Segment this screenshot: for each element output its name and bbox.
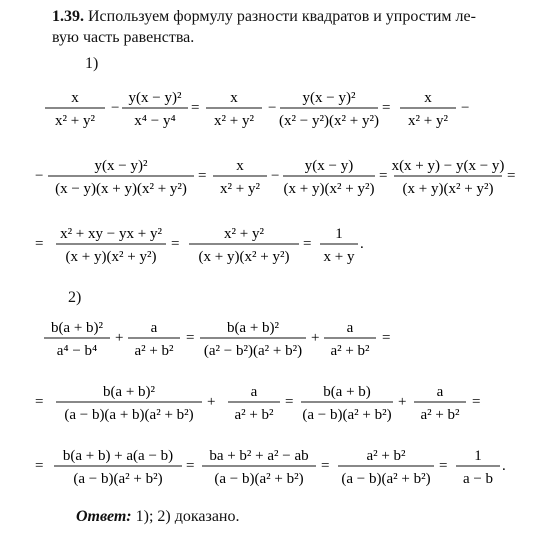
- fraction: [44, 320, 110, 359]
- denominator: (x + y)(x² + y²): [198, 249, 290, 265]
- numerator: x: [424, 90, 432, 106]
- denominator: x² + y²: [214, 113, 254, 129]
- fraction: [279, 90, 379, 129]
- fraction: [392, 158, 505, 197]
- svg-text:=: =: [472, 394, 481, 410]
- numerator: 1: [335, 226, 343, 242]
- fraction: [56, 226, 166, 265]
- fraction: [456, 448, 500, 487]
- fraction: [400, 90, 456, 129]
- denominator: (a² − b²)(a² + b²): [203, 343, 303, 359]
- numerator: x² + y²: [224, 226, 264, 242]
- fraction: [228, 384, 280, 423]
- denominator: x⁴ − y⁴: [134, 113, 176, 129]
- answer-text: 1); 2) доказано.: [135, 508, 240, 525]
- denominator: a² + b²: [134, 343, 174, 359]
- denominator: (a − b)(a² + b²): [341, 471, 431, 487]
- numerator: a: [346, 320, 354, 336]
- numerator: b(a + b)²: [102, 384, 156, 400]
- fraction: [301, 384, 393, 423]
- problem-intro-text: Используем формулу разности квадратов и упростим ле-: [88, 8, 476, 25]
- denominator: a² + b²: [420, 407, 460, 423]
- answer-label: Ответ:: [76, 508, 132, 525]
- numerator: x² + xy − yx + y²: [60, 226, 162, 242]
- svg-text:+: +: [207, 394, 216, 410]
- part1-equation-row1: [0, 82, 550, 134]
- fraction: [128, 320, 180, 359]
- numerator: ba + b² + a² − ab: [209, 448, 309, 464]
- denominator: (a − b)(a² + b²): [214, 471, 304, 487]
- svg-text:−: −: [111, 100, 120, 116]
- svg-text:=: =: [35, 458, 44, 474]
- denominator: a² + b²: [330, 343, 370, 359]
- fraction: [54, 448, 182, 487]
- numerator: a: [150, 320, 158, 336]
- numerator: b(a + b) + a(a − b): [62, 448, 174, 464]
- problem-number: 1.39.: [52, 8, 84, 25]
- numerator: x: [236, 158, 244, 174]
- fraction: [122, 90, 188, 129]
- svg-text:=: =: [198, 168, 207, 184]
- denominator: x² + y²: [408, 113, 448, 129]
- svg-text:=: =: [171, 236, 180, 252]
- svg-text:=: =: [35, 394, 44, 410]
- part1-equation-row2: [0, 150, 550, 202]
- svg-text:−: −: [35, 168, 44, 184]
- denominator: x² + y²: [220, 181, 260, 197]
- fraction: [213, 158, 267, 197]
- svg-text:=: =: [382, 100, 391, 116]
- svg-text:=: =: [382, 330, 391, 346]
- fraction: [324, 320, 376, 359]
- numerator: a² + b²: [366, 448, 406, 464]
- part1-equation-row3: [0, 218, 550, 270]
- numerator: x: [230, 90, 238, 106]
- svg-text:+: +: [398, 394, 407, 410]
- svg-text:=: =: [507, 168, 516, 184]
- fraction: [283, 158, 375, 197]
- fraction: [206, 90, 262, 129]
- numerator: y(x − y)²: [94, 158, 148, 174]
- numerator: y(x − y)²: [128, 90, 182, 106]
- part2-label: 2): [68, 289, 82, 306]
- denominator: a⁴ − b⁴: [56, 343, 98, 359]
- denominator: (x + y)(x² + y²): [65, 249, 157, 265]
- part2-equation-row3: [0, 440, 550, 492]
- problem-intro-line1: [52, 8, 476, 26]
- numerator: y(x − y)²: [302, 90, 356, 106]
- fraction: [338, 448, 434, 487]
- svg-text:=: =: [35, 236, 44, 252]
- fraction: [414, 384, 466, 423]
- denominator: (x + y)(x² + y²): [283, 181, 375, 197]
- denominator: a² + b²: [234, 407, 274, 423]
- numerator: a: [436, 384, 444, 400]
- svg-text:=: =: [321, 458, 330, 474]
- numerator: b(a + b)²: [226, 320, 280, 336]
- denominator: x² + y²: [55, 113, 95, 129]
- answer-line: [76, 508, 239, 526]
- svg-text:.: .: [502, 458, 506, 474]
- svg-text:=: =: [303, 236, 312, 252]
- svg-text:=: =: [186, 330, 195, 346]
- numerator: y(x − y): [304, 158, 354, 174]
- svg-text:=: =: [285, 394, 294, 410]
- svg-text:=: =: [379, 168, 388, 184]
- numerator: a: [250, 384, 258, 400]
- numerator: x: [71, 90, 79, 106]
- svg-text:−: −: [268, 100, 277, 116]
- fraction: [189, 226, 299, 265]
- svg-text:−: −: [461, 100, 470, 116]
- fraction: [200, 320, 306, 359]
- denominator: (a − b)(a² + b²): [73, 471, 163, 487]
- part2-equation-row1: [0, 312, 550, 364]
- denominator: (x² − y²)(x² + y²): [279, 113, 379, 129]
- fraction: [56, 384, 202, 423]
- numerator: b(a + b)²: [50, 320, 104, 336]
- part2-equation-row2: [0, 376, 550, 428]
- svg-text:=: =: [191, 100, 200, 116]
- fraction: [320, 226, 358, 265]
- numerator: x(x + y) − y(x − y): [391, 158, 505, 174]
- svg-text:−: −: [271, 168, 280, 184]
- part1-label: 1): [85, 55, 99, 72]
- denominator: (x + y)(x² + y²): [402, 181, 494, 197]
- numerator: b(a + b): [323, 384, 371, 400]
- numerator: 1: [474, 448, 482, 464]
- problem-intro-line2: вую часть равенства.: [52, 29, 195, 46]
- svg-text:+: +: [115, 330, 124, 346]
- denominator: (x − y)(x + y)(x² + y²): [55, 181, 187, 197]
- fraction: [48, 158, 194, 197]
- denominator: a − b: [462, 471, 494, 487]
- fraction: [202, 448, 316, 487]
- fraction: [45, 90, 105, 129]
- svg-text:=: =: [439, 458, 448, 474]
- svg-text:.: .: [360, 236, 364, 252]
- denominator: (a − b)(a² + b²): [302, 407, 392, 423]
- denominator: x + y: [323, 249, 355, 265]
- svg-text:=: =: [186, 458, 195, 474]
- svg-text:+: +: [311, 330, 320, 346]
- denominator: (a − b)(a + b)(a² + b²): [64, 407, 194, 423]
